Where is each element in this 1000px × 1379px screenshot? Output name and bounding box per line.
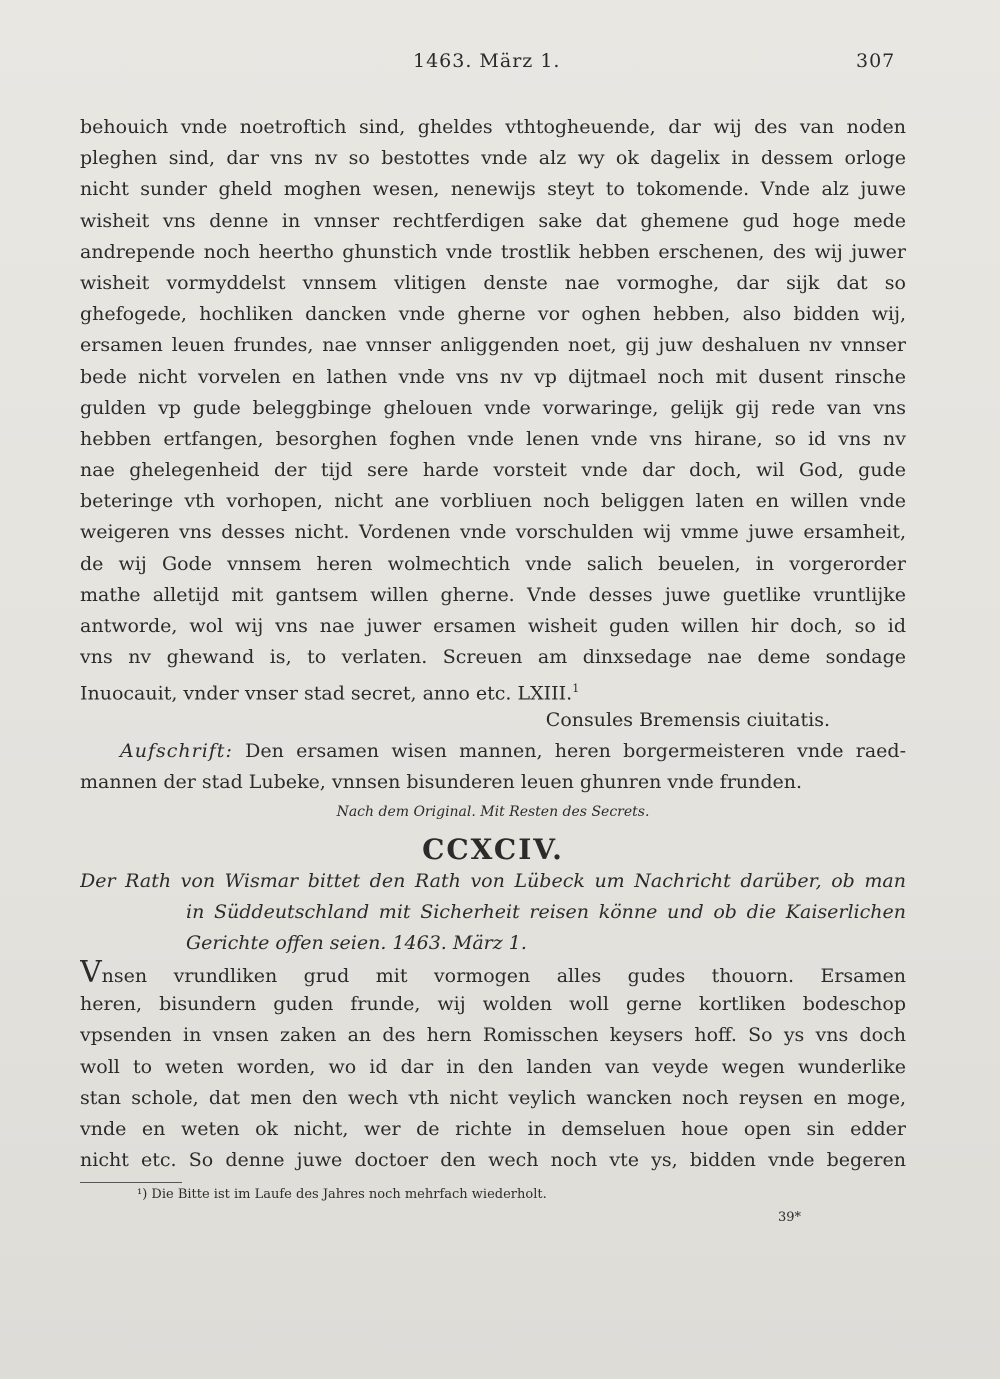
text-line: behouich vnde noetroftich sind, gheldes vthtogheuende, dar wij des van noden <box>80 116 906 138</box>
document-number: CCXCIV. <box>422 833 564 866</box>
text-line: vns nv ghewand is, to verlaten. Screuen am dinxsedage nae deme sondage <box>80 646 906 669</box>
text-line: nicht etc. So denne juwe doctoer den wech noch vte ys, bidden vnde begeren <box>80 1149 906 1172</box>
page-number: 307 <box>856 50 896 72</box>
text-line: nicht sunder gheld moghen wesen, nenewijs steyt to tokomende. Vnde alz juwe <box>80 178 906 201</box>
text-line: wisheit vns denne in vnnser rechtferdigen sake dat ghemene gud hoge mede <box>80 209 906 232</box>
drop-capital: V <box>80 958 102 990</box>
text-line: gulden vp gude beleggbinge ghelouen vnde vorwaringe, gelijk gij rede van vns <box>80 396 906 419</box>
text-line: weigeren vns desses nicht. Vordenen vnde vorschulden wij vmme juwe ersamheit, <box>80 521 906 544</box>
dateline: Inuocauit, vnder vnser stad secret, anno etc. LXIII.$^1$ <box>80 682 580 705</box>
source-note: Nach dem Original. Mit Resten des Secrets. <box>336 804 650 821</box>
rubric-line: Gerichte offen seien. 1463. März 1. <box>186 932 527 955</box>
text-line: heren, bisundern guden frunde, wij wolden woll gerne kortliken bodeschop <box>80 993 906 1016</box>
rubric-line: Der Rath von Wismar bittet den Rath von Lübeck um Nachricht darüber, ob man <box>80 870 906 892</box>
text-line: Vnsen vrundliken grud mit vormogen alles gudes thouorn. Ersamen <box>80 958 906 989</box>
footnote-marker: 1 <box>572 682 580 696</box>
letter-text <box>80 958 906 1176</box>
address-line-2: mannen der stad Lubeke, vnnsen bisunderen leuen ghunren vnde frunden. <box>80 770 803 793</box>
letter-continuation <box>80 112 906 826</box>
text-line: vpsenden in vnsen zaken an des hern Romisschen keysers hoff. So ys vns doch <box>80 1024 906 1047</box>
rubric-line: in Süddeutschland mit Sicherheit reisen könne und ob die Kaiserlichen <box>186 901 906 924</box>
text-line: ersamen leuen frundes, nae vnnser anliggenden noet, gij juw deshaluen nv vnnser <box>80 334 906 357</box>
text-line: stan schole, dat men den wech vth nicht veylich wancken noch reysen en moge, <box>80 1086 906 1109</box>
text-line: pleghen sind, dar vns nv so bestottes vnde alz wy ok dagelix in dessem orloge <box>80 147 906 170</box>
text-line: bede nicht vorvelen en lathen vnde vns nv vp dijtmael noch mit dusent rinsche <box>80 365 906 388</box>
text-line: ghefogede, hochliken dancken vnde gherne vor oghen hebben, also bidden wij, <box>80 303 906 326</box>
text-line: de wij Gode vnnsem heren wolmechtich vnde salich beuelen, in vorgerorder <box>80 552 906 575</box>
footnote: ¹) Die Bitte ist im Laufe des Jahres noch mehrfach wiederholt. <box>137 1187 547 1202</box>
text-line: antworde, wol wij vns nae juwer ersamen wisheit guden willen hir doch, so id <box>80 615 906 637</box>
text-line: andrepende noch heertho ghunstich vnde trostlik hebben erschenen, des wij juwer <box>80 240 906 263</box>
rubric <box>80 866 906 960</box>
text-line: mathe alletijd mit gantsem willen gherne. Vnde desses juwe guetlike vruntlijke <box>80 583 906 606</box>
text-line: nae ghelegenheid der tijd sere harde vorsteit vnde dar doch, wil God, gude <box>80 459 906 482</box>
header-date: 1463. März 1. <box>413 50 561 72</box>
running-header <box>0 46 1000 76</box>
text-line: hebben ertfangen, besorghen foghen vnde lenen vnde vns hirane, so id vns nv <box>80 427 906 450</box>
address-label: Aufschrift: <box>120 739 233 762</box>
signature-line: Consules Bremensis ciuitatis. <box>545 708 830 731</box>
text-line: woll to weten worden, wo id dar in den landen van veyde wegen wunderlike <box>80 1055 906 1078</box>
text-line: vnde en weten ok nicht, wer de richte in demseluen houe open sin edder <box>80 1117 906 1140</box>
footnote-rule <box>80 1182 182 1183</box>
address-line-1: Aufschrift: Den ersamen wisen mannen, heren borgermeisteren vnde raed- <box>120 739 906 762</box>
signature-mark: 39* <box>778 1210 802 1225</box>
text-line: wisheit vormyddelst vnnsem vlitigen denste nae vormoghe, dar sijk dat so <box>80 271 906 294</box>
text-line: beteringe vth vorhopen, nicht ane vorbliuen noch beliggen laten en willen vnde <box>80 490 906 513</box>
